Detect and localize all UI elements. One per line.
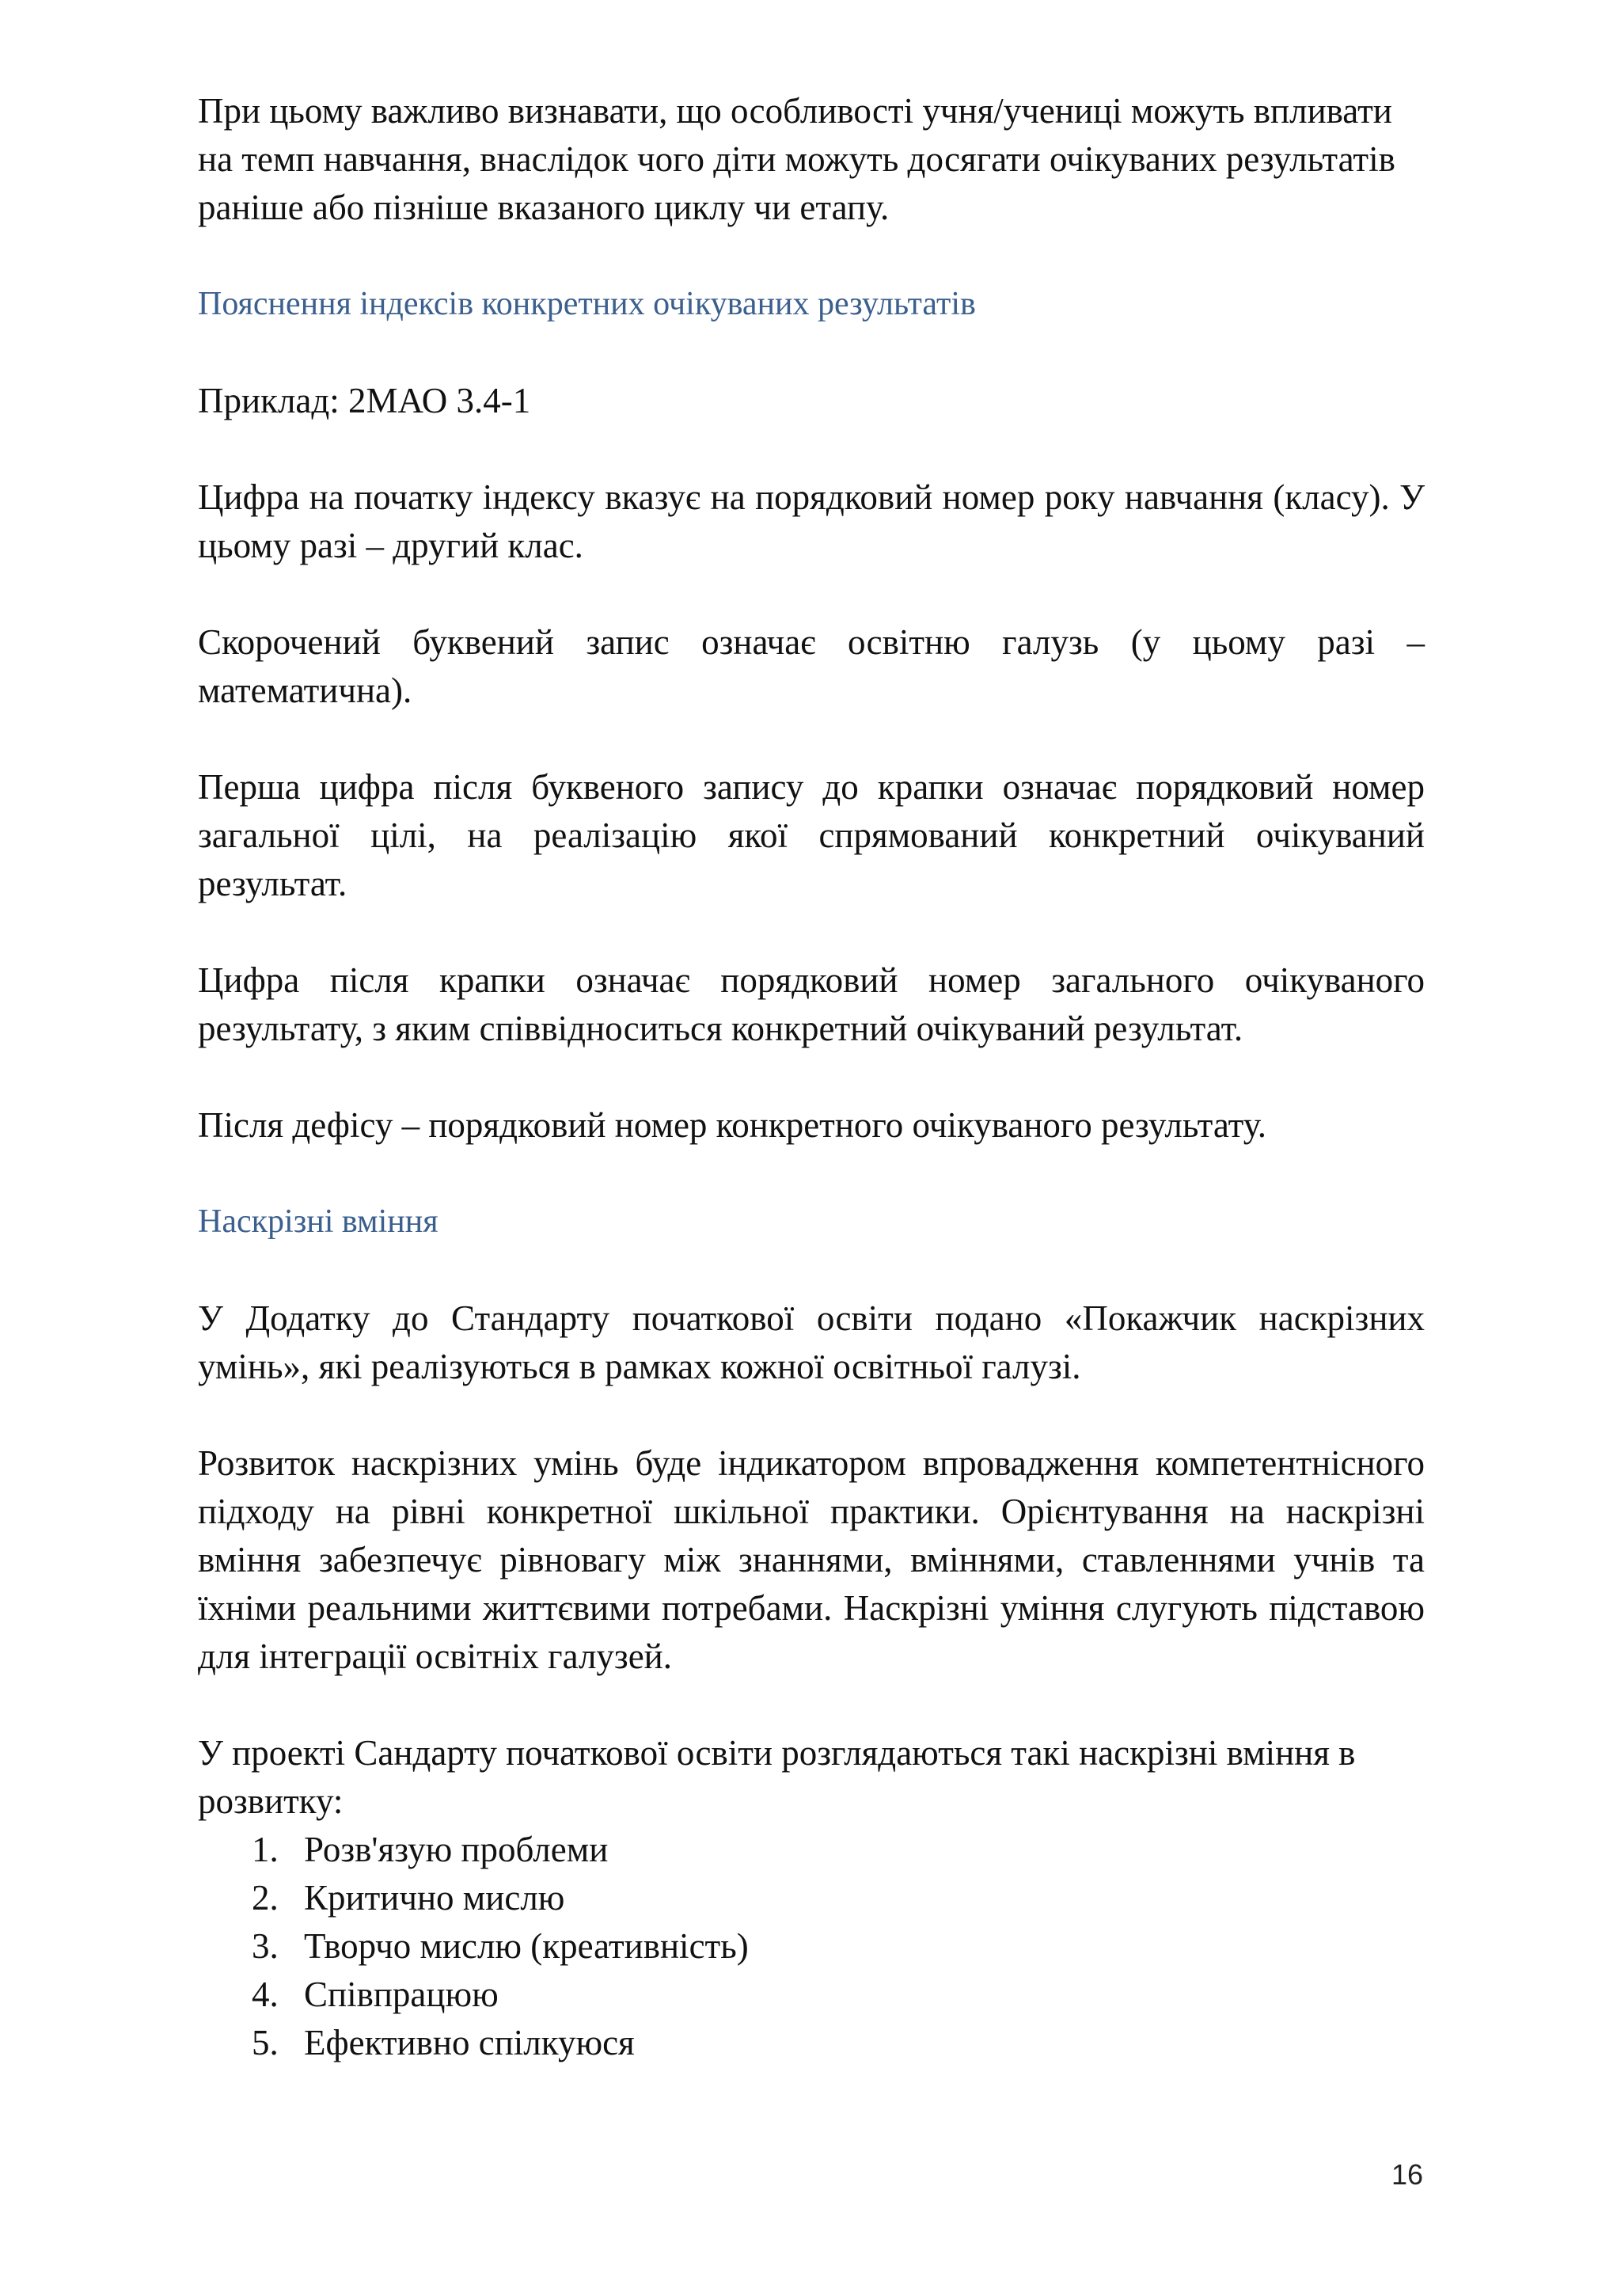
list-item-number: 3.	[252, 1926, 279, 1966]
list-item	[198, 1971, 1425, 2019]
paragraph-skills-intro: У проекті Сандарту початкової освіти розглядаються такі наскрізні вміння в розвитку:	[198, 1733, 1356, 1821]
list-item	[198, 1874, 1425, 1922]
intro-paragraph: При цьому важливо визнавати, що особливості учня/учениці можуть впливати на темп навчання, внаслідок чого діти можуть досягати очікуваних результатів раніше або пізніше вказаного циклу чи етапу.	[198, 91, 1395, 227]
section-heading-skills: Наскрізні вміння	[198, 1203, 438, 1240]
list-item	[198, 1922, 1425, 1971]
skills-list	[198, 1826, 1425, 2067]
paragraph-general-result: Цифра після крапки означає порядковий номер загального очікуваного результату, з яким співвідноситься конкретний очікуваний результат.	[198, 960, 1425, 1048]
paragraph-after-hyphen: Після дефісу – порядковий номер конкретного очікуваного результату.	[198, 1105, 1266, 1145]
list-item-text: Співпрацюю	[304, 1975, 499, 2014]
paragraph-skills-appendix: У Додатку до Стандарту початкової освіти подано «Покажчик наскрізних умінь», які реалізуються в рамках кожної освітньої галузі.	[198, 1298, 1425, 1386]
list-item-number: 1.	[252, 1830, 279, 1869]
list-item-text: Творчо мислю (креативність)	[304, 1926, 749, 1966]
list-item	[198, 1826, 1425, 1874]
page-number: 16	[1391, 2158, 1423, 2191]
paragraph-subject-area: Скорочений буквений запис означає освітню галузь (у цьому разі – математична).	[198, 622, 1425, 710]
list-item-number: 4.	[252, 1975, 279, 2014]
list-item-text: Критично мислю	[304, 1878, 565, 1918]
paragraph-general-goal: Перша цифра після буквеного запису до крапки означає порядковий номер загальної цілі, на реалізацію якої спрямований конкретний очікуваний результат.	[198, 767, 1425, 903]
list-item-number: 2.	[252, 1878, 279, 1918]
section-heading-indexes: Пояснення індексів конкретних очікуваних результатів	[198, 286, 976, 322]
document-page	[198, 87, 1425, 2067]
list-item-text: Розв'язую проблеми	[304, 1830, 609, 1869]
paragraph-skills-development: Розвиток наскрізних умінь буде індикатором впровадження компетентнісного підходу на рівні конкретної шкільної практики. Орієнтування на наскрізні вміння забезпечує рівновагу між знаннями, вміннями, ставленнями учнів та їхніми реальними життєвими потребами. Наскрізні уміння слугують підставою для інтеграції освітніх галузей.	[198, 1443, 1425, 1676]
list-item	[198, 2019, 1425, 2067]
list-item-number: 5.	[252, 2023, 279, 2062]
paragraph-class-number: Цифра на початку індексу вказує на порядковий номер року навчання (класу). У цьому разі – другий клас.	[198, 477, 1425, 565]
index-example: Приклад: 2МАО 3.4-1	[198, 381, 531, 420]
list-item-text: Ефективно спілкуюся	[304, 2023, 635, 2062]
